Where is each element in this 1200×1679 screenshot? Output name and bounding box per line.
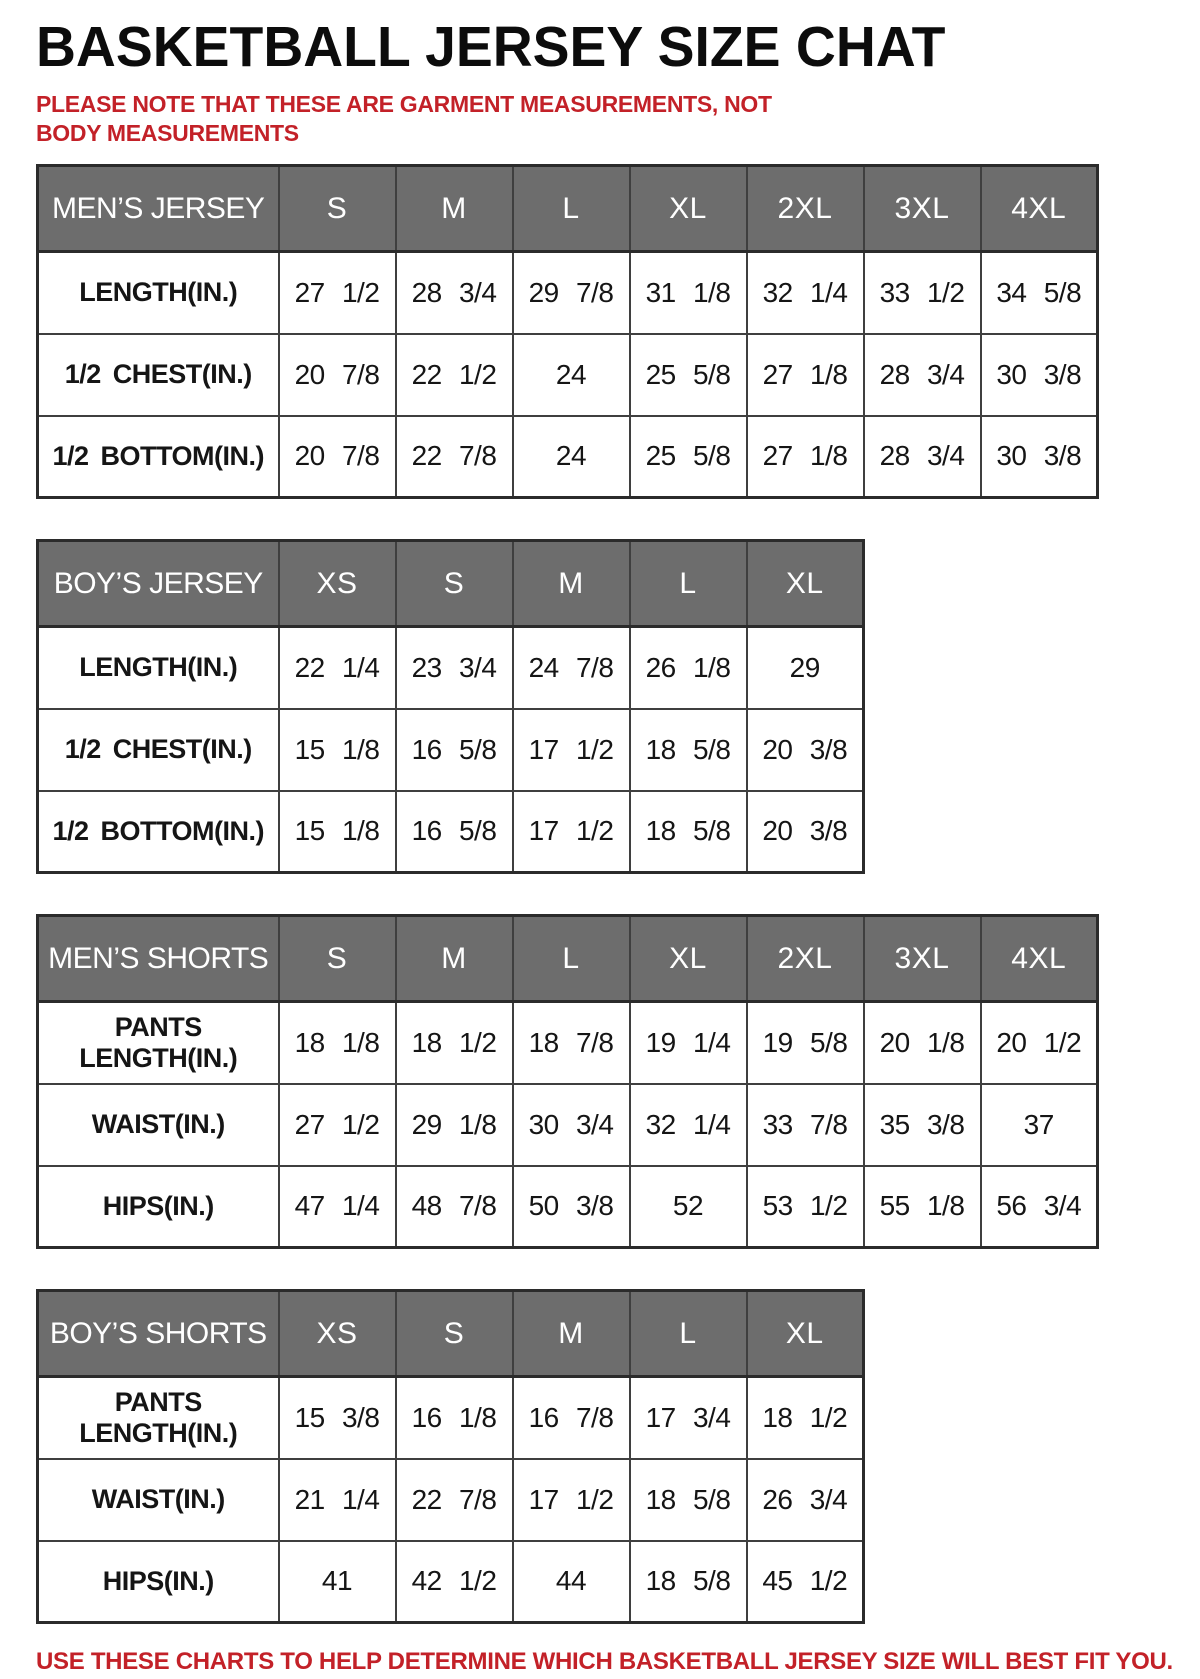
row-label-cell: PANTS LENGTH(IN.) [38,1377,279,1459]
value-cell: 25 5/8 [630,334,747,416]
size-header-cell: XS [279,1291,396,1377]
value-cell: 24 [513,334,630,416]
size-header-cell: 4XL [981,916,1098,1002]
boys-jersey-title-cell: BOY’S JERSEY [38,541,279,627]
value-cell: 42 1/2 [396,1541,513,1623]
table-row [38,1002,1098,1084]
value-cell: 20 3/8 [747,709,864,791]
value-cell: 20 1/2 [981,1002,1098,1084]
value-cell: 28 3/4 [396,252,513,334]
value-cell: 22 1/4 [279,627,396,709]
row-label-cell: 1/2 BOTTOM(IN.) [38,791,279,873]
mens-shorts-table [36,914,1099,1249]
value-cell: 18 5/8 [630,1459,747,1541]
value-cell: 29 7/8 [513,252,630,334]
table-row [38,1459,864,1541]
value-cell: 15 1/8 [279,791,396,873]
table-row [38,1084,1098,1166]
value-cell: 17 1/2 [513,709,630,791]
value-cell: 28 3/4 [864,334,981,416]
value-cell: 56 3/4 [981,1166,1098,1248]
table-row [38,627,864,709]
size-header-cell: S [396,541,513,627]
value-cell: 37 [981,1084,1098,1166]
table-row [38,1541,864,1623]
value-cell: 41 [279,1541,396,1623]
value-cell: 35 3/8 [864,1084,981,1166]
value-cell: 19 5/8 [747,1002,864,1084]
size-header-cell: L [630,541,747,627]
value-cell: 48 7/8 [396,1166,513,1248]
value-cell: 15 3/8 [279,1377,396,1459]
value-cell: 16 5/8 [396,791,513,873]
value-cell: 16 1/8 [396,1377,513,1459]
value-cell: 18 5/8 [630,791,747,873]
size-header-cell: 2XL [747,166,864,252]
row-label-cell: LENGTH(IN.) [38,627,279,709]
boys-jersey-header-row [38,541,864,627]
boys-shorts-table [36,1289,865,1624]
size-header-cell: S [279,166,396,252]
value-cell: 16 5/8 [396,709,513,791]
size-header-cell: M [396,166,513,252]
table-row [38,334,1098,416]
value-cell: 21 1/4 [279,1459,396,1541]
value-cell: 19 1/4 [630,1002,747,1084]
value-cell: 26 1/8 [630,627,747,709]
size-header-cell: 3XL [864,916,981,1002]
garment-measurement-note: PLEASE NOTE THAT THESE ARE GARMENT MEASUREMENTS, NOT BODY MEASUREMENTS [36,91,772,146]
value-cell: 22 1/2 [396,334,513,416]
table-row [38,709,864,791]
value-cell: 30 3/4 [513,1084,630,1166]
page-title: BASKETBALL JERSEY SIZE CHAT [36,15,946,79]
value-cell: 20 7/8 [279,334,396,416]
value-cell: 17 1/2 [513,1459,630,1541]
size-header-cell: XL [630,916,747,1002]
value-cell: 27 1/8 [747,416,864,498]
mens-jersey-header-row [38,166,1098,252]
row-label-cell: 1/2 BOTTOM(IN.) [38,416,279,498]
mens-shorts-header-row [38,916,1098,1002]
value-cell: 25 5/8 [630,416,747,498]
value-cell: 18 5/8 [630,1541,747,1623]
value-cell: 27 1/2 [279,252,396,334]
value-cell: 20 1/8 [864,1002,981,1084]
size-header-cell: 3XL [864,166,981,252]
size-header-cell: XL [630,166,747,252]
value-cell: 23 3/4 [396,627,513,709]
size-header-cell: S [396,1291,513,1377]
table-row [38,252,1098,334]
mens-jersey-table [36,164,1099,499]
table-row [38,1377,864,1459]
value-cell: 15 1/8 [279,709,396,791]
row-label-cell: HIPS(IN.) [38,1166,279,1248]
value-cell: 29 [747,627,864,709]
row-label-cell: PANTS LENGTH(IN.) [38,1002,279,1084]
value-cell: 17 3/4 [630,1377,747,1459]
value-cell: 18 1/2 [396,1002,513,1084]
value-cell: 52 [630,1166,747,1248]
value-cell: 50 3/8 [513,1166,630,1248]
size-header-cell: M [513,1291,630,1377]
value-cell: 30 3/8 [981,416,1098,498]
value-cell: 45 1/2 [747,1541,864,1623]
size-header-cell: XL [747,1291,864,1377]
size-header-cell: XS [279,541,396,627]
value-cell: 24 [513,416,630,498]
table-row [38,416,1098,498]
row-label-cell: WAIST(IN.) [38,1459,279,1541]
value-cell: 29 1/8 [396,1084,513,1166]
value-cell: 55 1/8 [864,1166,981,1248]
value-cell: 18 1/8 [279,1002,396,1084]
value-cell: 18 7/8 [513,1002,630,1084]
value-cell: 17 1/2 [513,791,630,873]
boys-jersey-table [36,539,865,874]
mens-jersey-title-cell: MEN’S JERSEY [38,166,279,252]
size-header-cell: S [279,916,396,1002]
value-cell: 33 7/8 [747,1084,864,1166]
value-cell: 22 7/8 [396,416,513,498]
table-row [38,1166,1098,1248]
size-header-cell: L [630,1291,747,1377]
value-cell: 24 7/8 [513,627,630,709]
size-header-cell: 4XL [981,166,1098,252]
value-cell: 27 1/8 [747,334,864,416]
value-cell: 28 3/4 [864,416,981,498]
size-header-cell: XL [747,541,864,627]
size-header-cell: L [513,166,630,252]
value-cell: 31 1/8 [630,252,747,334]
value-cell: 47 1/4 [279,1166,396,1248]
size-header-cell: M [513,541,630,627]
value-cell: 26 3/4 [747,1459,864,1541]
value-cell: 34 5/8 [981,252,1098,334]
value-cell: 16 7/8 [513,1377,630,1459]
value-cell: 27 1/2 [279,1084,396,1166]
footer-note: USE THESE CHARTS TO HELP DETERMINE WHICH BASKETBALL JERSEY SIZE WILL BEST FIT YOU. [36,1648,1173,1675]
row-label-cell: 1/2 CHEST(IN.) [38,334,279,416]
boys-shorts-title-cell: BOY’S SHORTS [38,1291,279,1377]
size-header-cell: 2XL [747,916,864,1002]
size-header-cell: L [513,916,630,1002]
table-row [38,791,864,873]
size-header-cell: M [396,916,513,1002]
value-cell: 20 3/8 [747,791,864,873]
value-cell: 20 7/8 [279,416,396,498]
row-label-cell: WAIST(IN.) [38,1084,279,1166]
boys-shorts-header-row [38,1291,864,1377]
row-label-cell: LENGTH(IN.) [38,252,279,334]
value-cell: 33 1/2 [864,252,981,334]
value-cell: 53 1/2 [747,1166,864,1248]
row-label-cell: 1/2 CHEST(IN.) [38,709,279,791]
value-cell: 32 1/4 [747,252,864,334]
value-cell: 18 5/8 [630,709,747,791]
value-cell: 30 3/8 [981,334,1098,416]
value-cell: 22 7/8 [396,1459,513,1541]
value-cell: 32 1/4 [630,1084,747,1166]
value-cell: 44 [513,1541,630,1623]
mens-shorts-title-cell: MEN’S SHORTS [38,916,279,1002]
value-cell: 18 1/2 [747,1377,864,1459]
row-label-cell: HIPS(IN.) [38,1541,279,1623]
